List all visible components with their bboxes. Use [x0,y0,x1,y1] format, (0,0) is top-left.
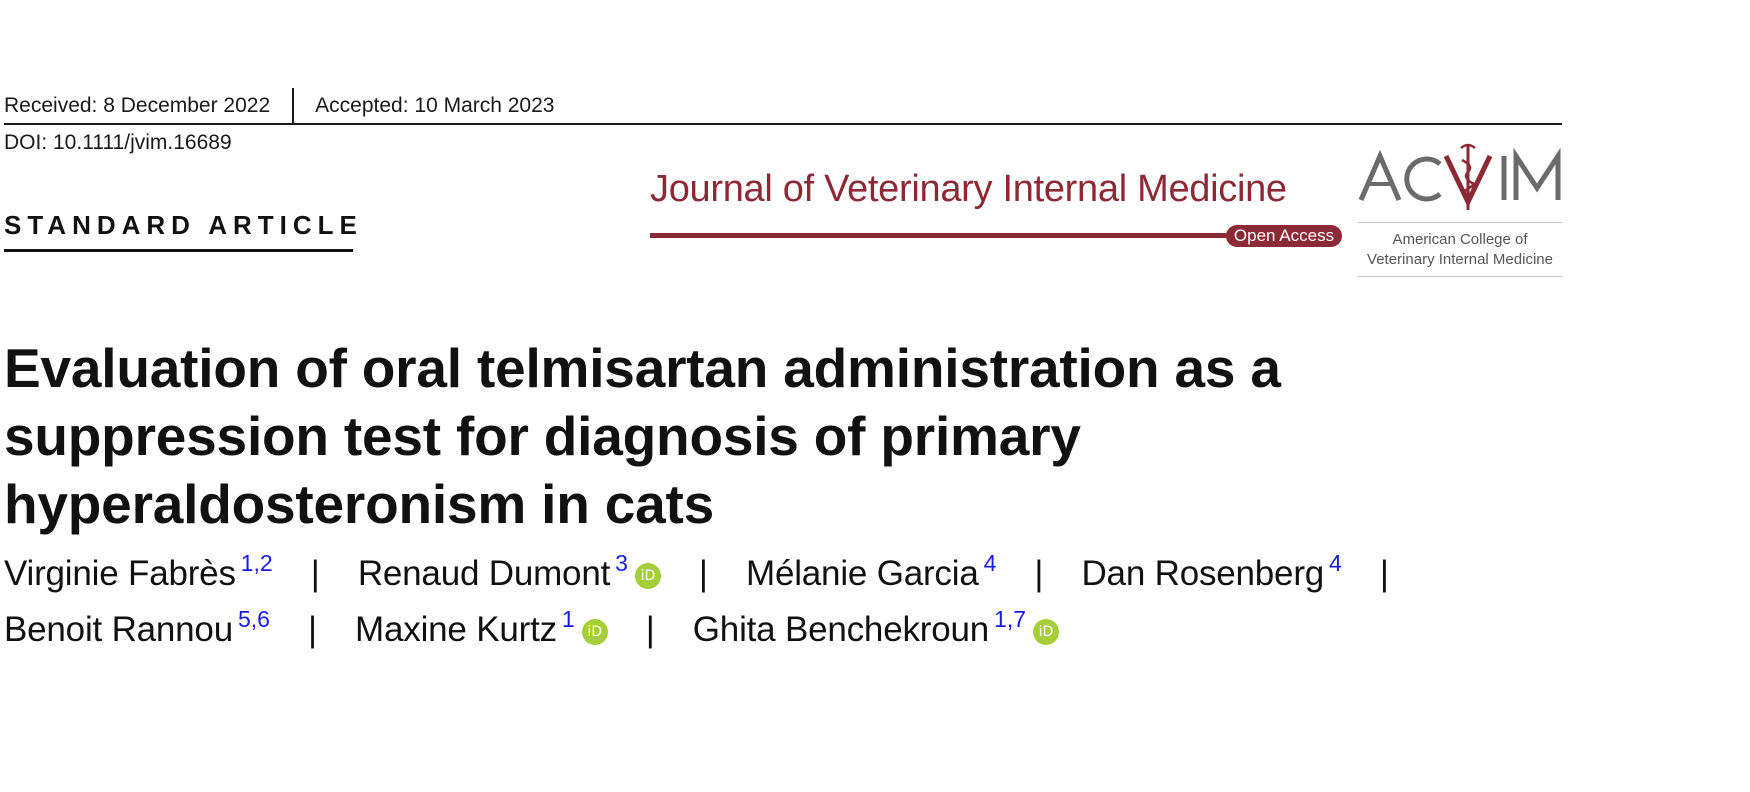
received-date: Received: 8 December 2022 [4,94,271,117]
affiliation-link[interactable]: 5,6 [237,606,270,632]
caduceus-icon [1461,144,1475,210]
header-rule [4,123,1562,125]
author[interactable] [357,550,661,593]
meta-divider [292,88,294,124]
author-line-2 [4,591,1564,647]
orcid-icon[interactable]: iD [635,563,661,589]
affiliation-link[interactable]: 3 [615,550,628,576]
doi[interactable]: DOI: 10.1111/jvim.16689 [4,131,232,154]
affiliation-link[interactable]: 4 [983,550,997,576]
article-type: STANDARD ARTICLE [4,210,363,240]
logo-divider-top [1358,222,1562,223]
author-separator: | [645,610,655,649]
acvim-line2: Veterinary Internal Medicine [1367,251,1553,268]
author-name[interactable]: Dan Rosenberg [1081,554,1325,593]
author-name[interactable]: Mélanie Garcia [746,554,979,593]
affiliation-link[interactable]: 4 [1329,550,1342,576]
article-dates [4,88,554,124]
affiliation-link[interactable]: 1 [561,606,575,632]
author-list [4,535,1564,647]
acvim-full-name [1358,230,1562,270]
acvim-line1: American College of [1392,231,1528,248]
author[interactable] [355,606,608,649]
author-name[interactable]: Benoit Rannou [4,610,233,649]
affiliation-link[interactable]: 1,2 [240,550,273,576]
accepted-date: Accepted: 10 March 2023 [315,94,555,117]
author[interactable] [4,606,270,649]
article-type-underline [4,249,353,252]
author-name[interactable]: Virginie Fabrès [4,554,236,593]
orcid-icon[interactable]: iD [1033,619,1059,645]
author-separator: | [307,610,318,649]
author[interactable] [746,550,997,593]
open-access-badge: Open Access [1226,225,1342,247]
article-title: Evaluation of oral telmisartan administration as a suppression test for diagnosis of primary hyperaldosteronism in cats [4,337,1281,535]
affiliation-link[interactable]: 1,7 [994,606,1027,632]
author[interactable] [692,606,1059,649]
orcid-icon[interactable]: iD [582,619,608,645]
acvim-logo[interactable] [1358,142,1562,280]
journal-name[interactable]: Journal of Veterinary Internal Medicine [650,168,1287,210]
acvim-wordmark [1358,142,1562,222]
author-separator: | [1379,554,1389,593]
author[interactable] [4,550,273,593]
author-separator: | [698,554,708,593]
author-separator: | [1034,554,1044,593]
author-separator: | [310,554,320,593]
author-name[interactable]: Ghita Benchekroun [692,610,990,649]
author-name[interactable]: Renaud Dumont [357,554,611,593]
author-name[interactable]: Maxine Kurtz [355,610,557,649]
journal-bar [650,233,1228,238]
author-line-1 [4,535,1564,591]
logo-divider-bottom [1358,276,1562,277]
author[interactable] [1081,550,1342,593]
